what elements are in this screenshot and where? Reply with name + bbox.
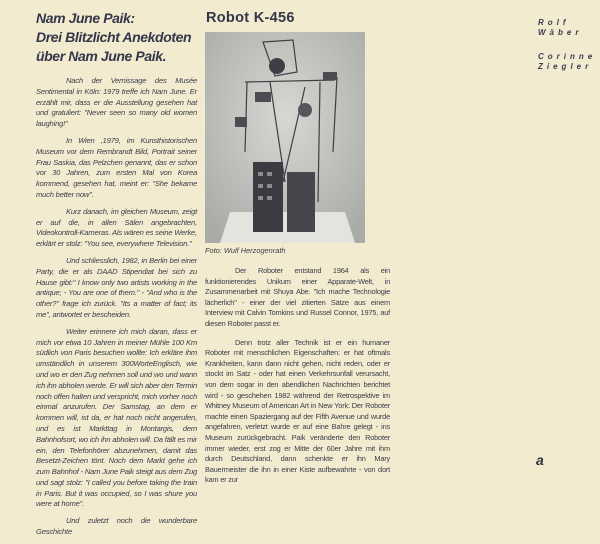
paragraph: Und schliesslich, 1982, in Berlin bei einer Party, die er als DAAD Stipendiat bei sich zu Hause gibt:" I know only two artists working in the antique; - You are one of them." - "And who is the other?" frage ich zurück. "Its a matter of fact; its me", antwortet er bescheiden. (36, 255, 197, 319)
paragraph: Der Roboter entstand 1964 als ein funktionierendes Unikum einer Apparate-Welt, in Zusammenarbeit mit Shuya Abe. "Ich mache Technologie lächerlich" - einer der viel zitierten Sätze aus einem Interview mit Calvin Tomkins und Russel Connor, 1975, auf diesen Roboter passt er. (205, 266, 390, 328)
page-letter: a (536, 452, 544, 468)
paragraph: Und zuletzt noch die wunderbare Geschichte (36, 516, 197, 537)
photo-caption: Foto: Wulf Herzogenrath (205, 246, 286, 255)
robot-title: Robot K-456 (206, 10, 295, 26)
title-line: über Nam June Paik. (36, 48, 167, 64)
paragraph: Kurz danach, im gleichen Museum, zeigt er auf die, in allen Sälen angebrachten, Videokontroll-Kameras. Als wären es seine Werke, erklärt er stolz: "You see, everywhere Television." (36, 206, 197, 249)
title-line: Drei Blitzlicht Anekdoten (36, 29, 192, 45)
authors (538, 18, 596, 72)
right-column (205, 246, 390, 494)
paragraph: In Wien ,1979, im Kunsthistorischen Museum vor dem Rembrandt Bild, Portrait seiner Frau Saskia, das Pelzchen genannt, das er schon vor 30 Jahren, zum ersten Mal von Korea kommend, gesehen hat, meint er: "She bekame much better now". (36, 135, 197, 199)
author-first-name: Corinne (538, 52, 597, 61)
author-last-name: Wäber (538, 28, 583, 37)
left-column (36, 76, 197, 544)
robot-photo (205, 32, 365, 243)
article-title (36, 9, 204, 66)
paragraph: Nach der Vernissage des Musée Sentimental in Köln: 1979 treffe ich Nam June. Er erzählt mir, dass er die Ausstellung gesehen hat und gratuliert: "Never seen so many old women laughing!" (36, 76, 197, 129)
author-last-name: Ziegler (538, 62, 593, 71)
author-first-name: Rolf (538, 18, 570, 27)
paragraph: Denn trotz aller Technik ist er ein humaner Roboter mit menschlichen Eigenschaften: er hat oftmals Krankheiten, kann dann nicht gehen, nicht reden, oder er stockt im Satz - oder hat einen Verkehrsunfall verursacht, von dem sogar in den abendlichen Nachrichten berichtet wird - so geschehen 1982 während der Retrospektive im Whitney Museum of American Art in New York: Der Roboter machte einen Spaziergang auf der Fifth Avenue und wurde angefahren, verletzt wurde er auf eine Bahre gelegt - ins Museum zurückgebracht. Paik veränderte den Roboter immer wieder, erst zog er Mitte der 60er Jahre mit ihm durch Deutschland, dann schenkte er ihn Mary Bauermeister die ihn in einer Kiste aufbewahrte - von dort kam er zur (205, 337, 390, 485)
title-line: Nam June Paik: (36, 10, 135, 26)
paragraph: Weiter erinnere ich mich daran, dass er mich vor etwa 10 Jahren in meiner Mühle 100 Km südlich von Paris besuchen wollte: Ich erkläre ihm umständlich in unserem 300WorteEnglisch, wie und wo er den Zug nehmen soll und wo und wann ich ihn abholen werde. Er will sich aber den Termin noch offen halten und verspricht, mich vorher noch einmal anzurufen. Der Samstag, an dem er kommen will, ist da, er hat noch nicht angerufen, und es ist Markttag in Montargis, dem Bahnhofsort, wo ich ihn abholen will. Da fällt es mir ein, den Telefonhörer abzunehmen, damit das Besetzt-Zeichen tönt. Noch dem Markt gehe ich zum Bahnhof - Nam June Paik steigt aus dem Zug und sagt stolz: "I called you before taking the train in Paris. But it was occupied, so I was shure you were at home". (36, 326, 197, 509)
